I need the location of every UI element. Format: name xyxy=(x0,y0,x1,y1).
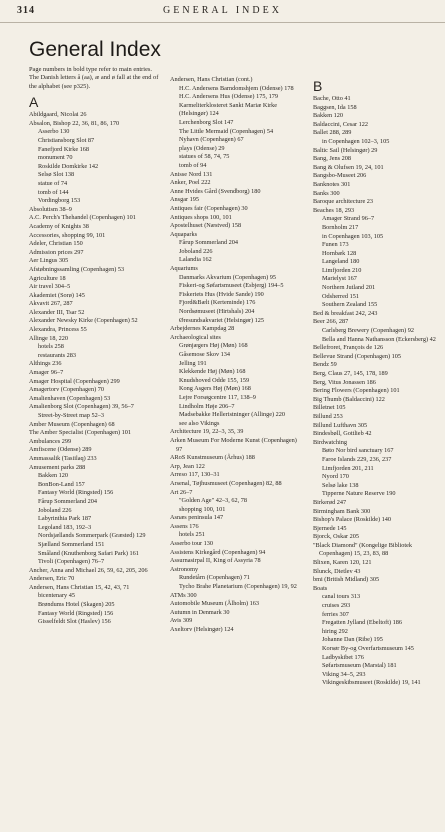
index-subentry: Fregatten Jylland (Ebeltoft) 186 xyxy=(322,619,403,627)
index-entry: Berg, Vitus Jonassen 186 xyxy=(313,378,376,386)
index-subentry: tomb of 144 xyxy=(38,188,69,196)
index-subentry: Fårup Sommerland 204 xyxy=(38,497,98,505)
index-entry: Berg, Claus 27, 145, 178, 189 xyxy=(313,370,388,377)
index-subentry: Fjord&Bælt (Kerteminde) 176 xyxy=(179,299,256,307)
index-entry: Amalienhaven (Copenhagen) 53 xyxy=(29,394,111,402)
index-entry: Ambulances 299 xyxy=(29,437,72,445)
index-entry: Bakken 120 xyxy=(313,112,344,120)
index-subentry: restaurants 283 xyxy=(38,351,77,359)
index-subentry: Øresundsakvariet (Helsingør) 125 xyxy=(179,316,265,324)
index-subentry: Northern Jutland 201 xyxy=(322,284,376,292)
index-entry: Anker, Poel 222 xyxy=(170,179,211,187)
index-entry: Assens 176 xyxy=(170,522,199,530)
index-subentry: Danmarks Akvarium (Copenhagen) 95 xyxy=(179,273,277,281)
index-subentry: statue of 74 xyxy=(38,179,68,187)
index-subentry: Selsø lake 138 xyxy=(322,481,359,489)
index-entry: Alexander Newsky Kirke (Copenhagen) 52 xyxy=(29,317,138,325)
index-entry: Bering Flowers (Copenhagen) 101 xyxy=(313,387,400,395)
index-subentry: H.C. Andersens Barndomshjem (Odense) 178 xyxy=(179,84,294,92)
index-entry: Aquariums xyxy=(170,265,198,273)
index-entry: Amfiscene (Odense) 289 xyxy=(29,446,92,454)
index-entry: Antiques shops 100, 101 xyxy=(170,213,232,221)
index-subentry: hotels 258 xyxy=(38,343,64,351)
index-entry: Alexander III, Tsar 52 xyxy=(29,308,85,316)
index-entry: Arbejdernes Kampdag 28 xyxy=(170,325,235,333)
index-subentry: Street-by-Street map 52–3 xyxy=(38,412,104,419)
index-entry: Assistens Kirkegård (Copenhagen) 94 xyxy=(170,548,266,556)
index-entry: Anisse Nord 131 xyxy=(170,170,213,178)
index-subentry: in Copenhagen 102–3, 105 xyxy=(322,137,390,145)
index-subentry: Funen 173 xyxy=(322,241,349,249)
index-entry: Bindesbøll, Gottlieb 42 xyxy=(313,430,372,438)
index-subentry: statues of 58, 74, 75 xyxy=(179,153,230,161)
index-subentry: Tycho Brahe Planetarium (Copenhagen) 19, 92 xyxy=(179,583,297,591)
index-entry: Bishop's Palace (Roskilde) 140 xyxy=(313,516,392,524)
index-entry: Bjernede 145 xyxy=(313,524,347,532)
index-entry: ARoS Kunstmuseum (Århus) 188 xyxy=(170,454,255,462)
index-subentry: Bornholm 217 xyxy=(322,223,359,231)
index-subentry: Fiskeri-og Søfartsmuseet (Esbjerg) 194–5 xyxy=(179,282,284,290)
index-entry: Bang & Olufsen 19, 24, 101 xyxy=(313,163,384,171)
index-subentry: The Little Mermaid (Copenhagen) 54 xyxy=(179,127,274,135)
index-subentry: Tivoli (Copenhagen) 76–7 xyxy=(38,558,105,566)
index-entry: Althings 236 xyxy=(29,360,62,368)
index-entry: Avis 309 xyxy=(170,617,193,625)
index-subentry: H.C. Andersens Hus (Odense) 175, 179 xyxy=(179,93,278,101)
index-entry: Andersen, Eric 70 xyxy=(29,575,75,583)
index-subentry: Fanefjord Kirke 168 xyxy=(38,145,90,153)
index-entry: A.C. Perch's Thehandel (Copenhagen) 101 xyxy=(29,214,136,222)
index-subentry: Asserbo 130 xyxy=(38,128,70,136)
index-subentry: Nordsjællands Sommerpark (Græsted) 129 xyxy=(38,532,146,540)
index-subentry: Kong Asgers Høj (Møn) 168 xyxy=(179,385,251,393)
index-subentry: Vikingeskibsmuseet (Roskilde) 19, 141 xyxy=(322,679,421,687)
index-entry: Autumn in Denmark 30 xyxy=(170,608,230,616)
index-subentry: Johanne Dan (Ribe) 195 xyxy=(322,636,383,644)
index-subentry: Nyhavn (Copenhagen) 67 xyxy=(179,136,244,144)
index-subentry: Nordsømuseet (Hirtshals) 204 xyxy=(179,308,255,316)
index-subentry: Madsebakke Helleristninger (Allinge) 220 xyxy=(179,411,286,419)
index-subentry: Selsø Slot 138 xyxy=(38,171,75,179)
index-entry: Archaeological sites xyxy=(170,333,221,341)
index-subentry: Lalandia 162 xyxy=(179,256,212,264)
index-entry: Abildgaard, Nicolai 26 xyxy=(29,111,87,119)
index-entry: Bellevue Strand (Copenhagen) 105 xyxy=(313,352,401,360)
index-entry: Amagertorv (Copenhagen) 70 xyxy=(29,386,104,394)
index-entry: Baroque architecture 23 xyxy=(313,198,374,206)
index-entry: Arken Museum For Moderne Kunst (Copenhagen) 97 xyxy=(170,436,297,453)
index-subentry: Jelling 191 xyxy=(179,359,207,367)
index-subentry: Søfartsmuseum (Marstal) 181 xyxy=(322,662,397,670)
index-subentry: ferries 307 xyxy=(322,610,349,618)
index-entry: Big Thumb (Baldaccini) 122 xyxy=(313,395,385,403)
index-subentry: Korsør By-og Overfartsmuseum 145 xyxy=(322,645,414,652)
index-entry: Art 26–7 xyxy=(170,488,193,496)
index-entry: Billund 253 xyxy=(313,412,343,420)
index-subentry: canal tours 313 xyxy=(322,593,361,601)
index-entry: Ansgar 195 xyxy=(170,196,199,204)
index-subentry: Limfjorden 210 xyxy=(322,266,362,274)
index-entry: Afstøbningssamling (Copenhagen) 53 xyxy=(29,265,125,273)
index-entry: Arreso 117, 130–31 xyxy=(170,471,220,479)
index-entry: Bache, Otto 41 xyxy=(313,95,351,102)
index-entry: Aer Lingus 305 xyxy=(29,257,69,265)
index-entry: Allinge 18, 220 xyxy=(29,334,69,342)
index-entry: Bjorck, Oskar 205 xyxy=(313,533,359,541)
index-subentry: Sjælland Sommerland 151 xyxy=(38,540,105,548)
index-subentry: Fårup Sommerland 204 xyxy=(179,239,239,247)
running-header xyxy=(0,0,445,23)
index-subentry: Odsherred 151 xyxy=(322,292,359,300)
index-entry: Banks 300 xyxy=(313,189,340,197)
index-entry: Accessories, shopping 99, 101 xyxy=(29,231,106,239)
index-entry: Ballet 288, 289 xyxy=(313,129,352,137)
index-entry: Asnæs peninsula 147 xyxy=(170,514,224,522)
index-subentry: in Copenhagen 103, 105 xyxy=(322,232,384,240)
index-subentry: Southern Zealand 155 xyxy=(322,301,378,309)
index-intro: Page numbers in bold type refer to main entries. The Danish letters å (aa), æ and ø fall at the end of the alphabet (see p325). xyxy=(29,66,159,90)
index-entry: Academy of Knights 38 xyxy=(29,222,89,230)
index-subentry: Marielyst 167 xyxy=(322,275,357,283)
index-subentry: Viking 34–5, 293 xyxy=(322,670,366,678)
index-entry: Akvavit 267, 287 xyxy=(29,300,73,308)
index-subentry: Ladbyskibet 176 xyxy=(322,653,364,661)
index-subentry: Legoland 183, 192–3 xyxy=(38,523,92,531)
index-entry: Amusement parks 288 xyxy=(29,463,86,471)
index-subentry: Labyrinthia Park 187 xyxy=(38,515,92,523)
index-entry: Blixen, Karen 120, 121 xyxy=(313,559,372,567)
index-entry: ATMs 300 xyxy=(170,591,197,599)
index-letter-heading: A xyxy=(29,94,39,111)
index-entry: Birkerød 247 xyxy=(313,498,347,506)
index-subentry: Joboland 226 xyxy=(179,247,213,255)
index-entry: Asserbo tour 130 xyxy=(170,540,214,548)
index-subentry: Småland (Knuthenborg Safari Park) 161 xyxy=(38,549,139,557)
index-subentry: hotels 251 xyxy=(179,531,205,539)
index-entry: Baltic Sail (Helsingør) 29 xyxy=(313,146,378,154)
index-subentry: Lindholm Høje 206–7 xyxy=(179,402,235,410)
index-entry: Bed & breakfast 242, 243 xyxy=(313,309,378,317)
index-entry: Absalon, Bishop 22, 36, 81, 86, 170 xyxy=(29,119,120,127)
index-subentry: Christiansborg Slot 87 xyxy=(38,137,95,144)
index-subentry: Bakken 120 xyxy=(38,472,69,480)
index-subentry: "Golden Age" 42–3, 62, 78 xyxy=(179,497,247,505)
index-subentry: Gåsemose Skov 134 xyxy=(179,351,231,358)
index-entry: Beer 266, 287 xyxy=(313,318,349,326)
index-entry: Adeler, Christian 150 xyxy=(29,240,83,248)
index-subentry: cruises 293 xyxy=(322,602,351,610)
index-subentry: Knudshoved Odde 155, 159 xyxy=(179,376,250,384)
index-entry: The Amber Specialist (Copenhagen) 101 xyxy=(29,429,132,437)
index-subentry: monument 70 xyxy=(38,154,73,162)
index-entry: Andersen, Hans Christian (cont.) xyxy=(170,76,253,83)
index-entry: Astronomy xyxy=(170,565,199,573)
index-letter-heading: B xyxy=(313,78,323,94)
index-subentry: Amager Strand 96–7 xyxy=(322,215,375,223)
index-entry: Baldaccini, Cesar 122 xyxy=(313,120,369,128)
index-subentry: Brøndums Hotel (Skagen) 205 xyxy=(38,601,115,609)
index-subentry: hiring 292 xyxy=(322,627,348,635)
index-subentry: Fantasy World (Ringsted) 156 xyxy=(38,489,114,497)
index-subentry: Joboland 226 xyxy=(38,506,72,514)
index-entry: Bangsbo-Museet 206 xyxy=(313,172,367,180)
index-entry: Blunck, Dietlev 43 xyxy=(313,567,361,575)
index-subentry: Faroe Islands 229, 236, 237 xyxy=(322,455,392,463)
index-entry: Baggsen, Ida 158 xyxy=(313,103,357,111)
index-entry: Bendz 59 xyxy=(313,361,337,369)
index-subentry: shopping 100, 101 xyxy=(179,505,226,513)
index-subentry: Langeland 180 xyxy=(322,258,360,266)
index-entry: Absolutism 38–9 xyxy=(29,205,72,213)
index-entry: Arp, Jean 122 xyxy=(170,462,205,470)
index-entry: Bang, Jens 208 xyxy=(313,155,352,163)
index-entry: Axeltorv (Helsingør) 124 xyxy=(170,626,234,633)
index-entry: Automobile Museum (Ålholm) 163 xyxy=(170,600,260,608)
index-column-2 xyxy=(170,76,302,635)
index-entry: Akademiet (Sorø) 145 xyxy=(29,291,85,299)
index-entry: Andersen, Hans Christian 15, 42, 43, 71 xyxy=(29,583,130,591)
index-subentry: Klekkende Høj (Møn) 168 xyxy=(179,368,246,376)
index-subentry: Karmeliterklosteret Sankt Mariæ Kirke (Helsingør) 124 xyxy=(179,101,278,118)
index-subentry: Carlsberg Brewery (Copenhagen) 92 xyxy=(322,327,415,335)
index-subentry: Rundetårn (Copenhagen) 71 xyxy=(179,574,250,582)
index-entry: Amber Museum (Copenhagen) 68 xyxy=(29,420,115,428)
index-subentry: Gisselfeldt Slot (Haslev) 156 xyxy=(38,618,111,626)
index-subentry: Nyord 170 xyxy=(322,473,349,481)
index-subentry: Bøto Nor bird sanctuary 167 xyxy=(322,447,394,455)
index-entry: Air travel 304–5 xyxy=(29,283,71,291)
index-subentry: BonBon-Land 157 xyxy=(38,480,85,488)
index-subentry: Fantasy World (Ringsted) 156 xyxy=(38,609,114,617)
index-entry: Billetnet 105 xyxy=(313,404,346,412)
index-entry: Agriculture 18 xyxy=(29,274,66,282)
index-entry: Architecture 19, 22–3, 35, 39 xyxy=(170,428,244,436)
running-title: GENERAL INDEX xyxy=(163,5,282,16)
index-entry: bmi (British Midland) 305 xyxy=(313,576,380,584)
index-subentry: Bella and Hanna Nathansson (Eckersberg) 42 xyxy=(322,335,436,343)
index-entry: Anne Hvides Gård (Svendborg) 180 xyxy=(170,187,261,195)
index-entry: Birdwatching xyxy=(313,438,348,446)
index-entry: Amager Hospital (Copenhagen) 299 xyxy=(29,377,120,385)
index-column-3 xyxy=(313,76,437,688)
index-subentry: see also Vikings xyxy=(179,419,220,427)
index-entry: "Black Diamond" (Kongelige Bibliotek Copenhagen) 15, 23, 83, 88 xyxy=(313,541,413,558)
index-entry: Birmingham Bank 300 xyxy=(313,507,371,515)
index-subentry: tomb of 94 xyxy=(179,161,207,169)
index-subentry: Hornbæk 128 xyxy=(322,249,357,257)
page-number: 314 xyxy=(17,5,35,16)
index-subentry: Grønjægers Høj (Møn) 168 xyxy=(179,342,248,350)
index-entry: Antiques fair (Copenhagen) 30 xyxy=(170,204,248,212)
index-subentry: bicentenary 45 xyxy=(38,592,75,600)
index-entry: Ancher, Anna and Michael 26, 59, 62, 205, 206 xyxy=(29,566,148,574)
index-subentry: Lejre Forsøgcentre 117, 138–9 xyxy=(179,393,256,401)
index-subentry: Roskilde Domkirke 142 xyxy=(38,162,99,170)
index-entry: Amalienborg Slot (Copenhagen) 39, 56–7 xyxy=(29,403,134,411)
index-entry: Admission prices 297 xyxy=(29,248,84,256)
index-entry: Apostelhuset (Næstved) 158 xyxy=(170,222,242,230)
index-subentry: Limfjorden 201, 211 xyxy=(322,464,374,472)
index-title: General Index xyxy=(29,38,161,61)
index-entry: Aquaparks xyxy=(170,230,198,238)
index-column-1 xyxy=(29,66,161,627)
index-subentry: plays (Odense) 29 xyxy=(179,144,225,152)
index-entry: Beaches 18, 293 xyxy=(313,206,355,214)
index-entry: Alexandra, Princess 55 xyxy=(29,326,87,334)
index-subentry: Vordingborg 153 xyxy=(38,197,81,205)
index-entry: Banknotes 301 xyxy=(313,180,351,188)
index-subentry: Lerchenborg Slot 147 xyxy=(179,118,234,126)
index-entry: Bellefroret, François de 126 xyxy=(313,344,384,352)
index-entry: Arsenal, Tøjhusmuseet (Copenhagen) 82, 88 xyxy=(170,479,282,487)
index-subentry: Tipperne Nature Reserve 190 xyxy=(322,490,396,498)
index-entry: Ammassalik (Tasiilaq) 233 xyxy=(29,454,97,462)
index-subentry: Fiskeriets Hus (Hvide Sande) 190 xyxy=(179,290,264,298)
index-entry: Billund Lufthavn 305 xyxy=(313,421,368,429)
index-entry: Amager 96–7 xyxy=(29,369,64,377)
index-entry: Boats xyxy=(313,584,328,592)
index-entry: Assurnasirpal II, King of Assyria 78 xyxy=(170,557,261,565)
